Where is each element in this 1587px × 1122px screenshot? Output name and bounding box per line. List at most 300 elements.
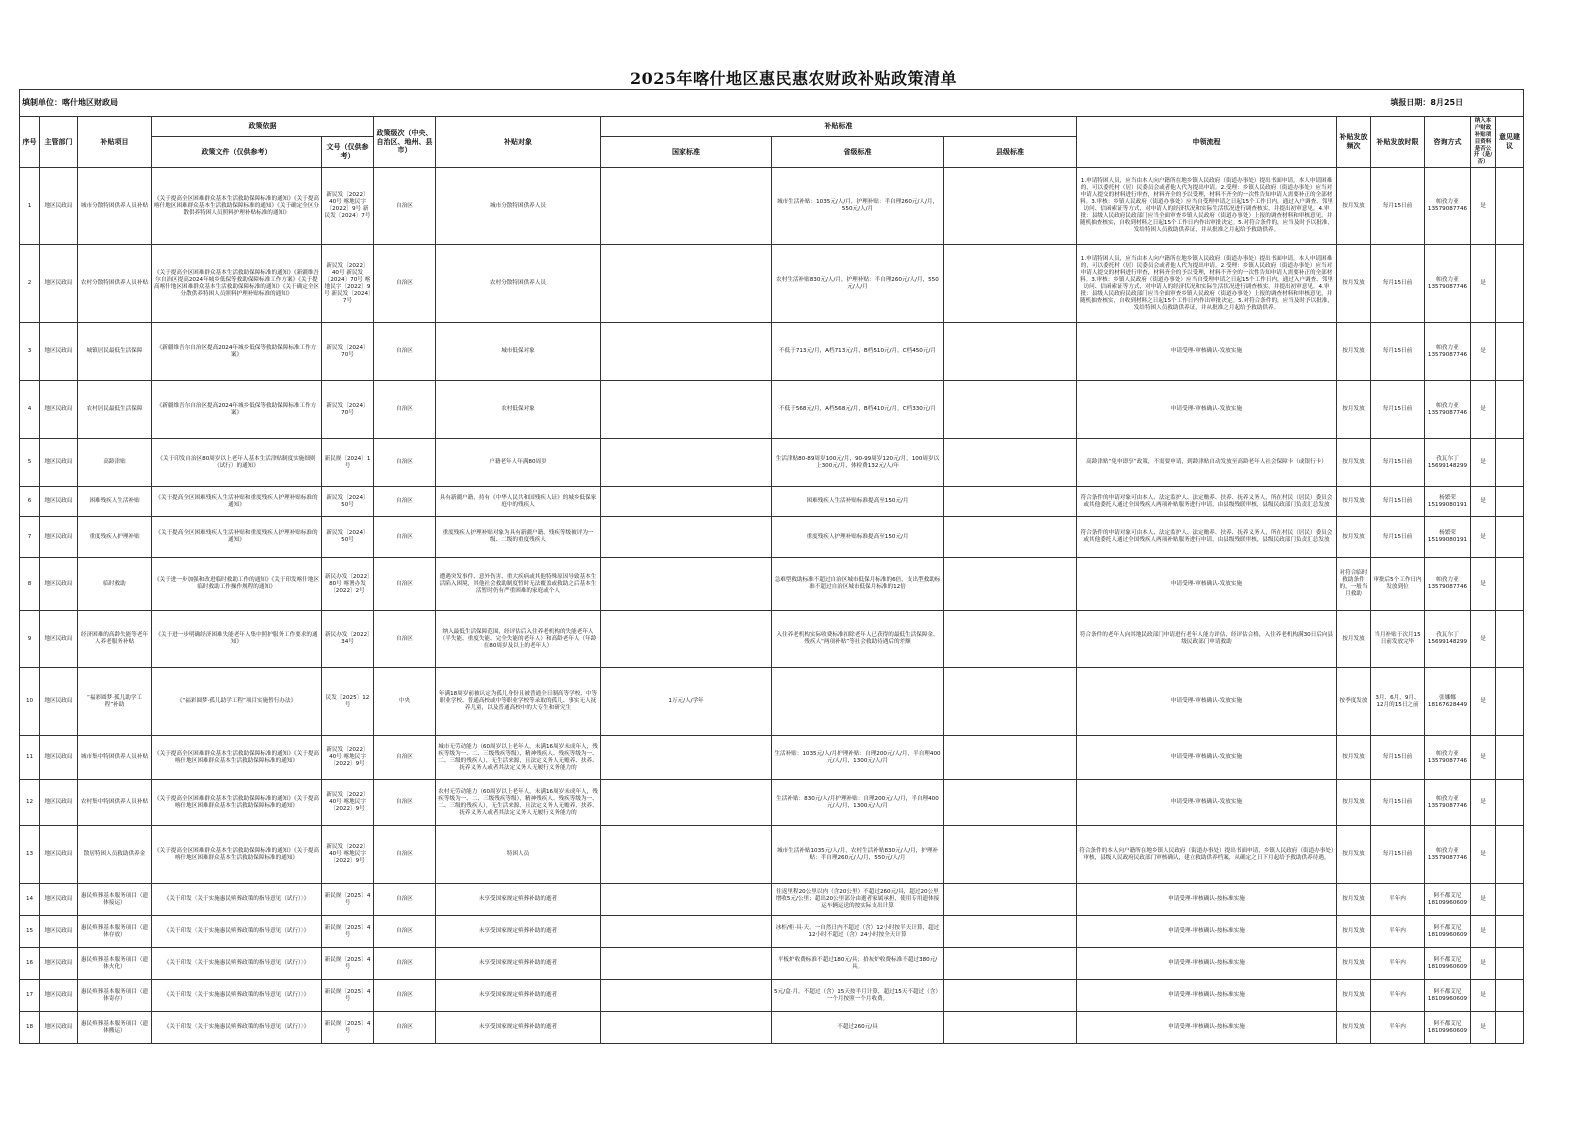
cell-frequency: 按季度发放 <box>1337 668 1371 736</box>
table-row <box>20 736 1524 780</box>
cell-level: 自治区 <box>374 245 436 323</box>
cell-dept: 地区民政局 <box>40 381 78 439</box>
cell-item: 城市集中特困供养人员补贴 <box>78 736 152 780</box>
cell-level: 自治区 <box>374 439 436 487</box>
cell-process: 申请受理-审核确认-发放实施 <box>1077 736 1337 780</box>
cell-time: 半年内 <box>1371 916 1425 948</box>
date-label: 填报日期：8月25日 <box>772 90 1524 117</box>
cell-public: 是 <box>1471 668 1496 736</box>
table-row <box>20 1012 1524 1044</box>
cell-policy-doc: 《关于进一步加强和改进临时救助工作的通知》《关于印发喀什地区临时救助工作操作规程的通知》 <box>152 558 322 611</box>
cell-target: 未享受国家规定殡葬补助的逝者 <box>436 1012 601 1044</box>
cell-time: 每月15日前 <box>1371 381 1425 439</box>
cell-dept: 地区民政局 <box>40 916 78 948</box>
cell-time: 每月15日前 <box>1371 826 1425 884</box>
cell-target: 未享受国家规定殡葬补助的逝者 <box>436 948 601 980</box>
cell-policy-doc: 《关于提高全区困难群众基本生活救助保障标准的通知》《新疆维吾尔自治区提高2024年城乡低保等救助保障标准工作方案》《关于提高喀什地区困难群众基本生活救助保障标准的通知》《关于确定全区分散供养特困人员照料护理补贴标准的通知》 <box>152 245 322 323</box>
cell-contact: 帕孜力亚 13579087746 <box>1425 381 1471 439</box>
table-row <box>20 323 1524 381</box>
cell-target: 未享受国家规定殡葬补助的逝者 <box>436 916 601 948</box>
cell-dept: 地区民政局 <box>40 1012 78 1044</box>
cell-process: 符合条件的申请对象可由本人、法定监护人、法定赡养、扶养、抚养义务人，所在村民（居民）委员会或其他委托人通过全国残疾人两项补贴服务进行申请，由县级残联审核，县级民政部门负责汇总发放 <box>1077 487 1337 517</box>
table-row <box>20 916 1524 948</box>
cell-public: 是 <box>1471 780 1496 826</box>
cell-policy-no: 新民发〔2024〕50号 <box>322 517 374 558</box>
cell-national <box>601 439 772 487</box>
cell-process: 高龄津贴“免申即享”政策，不需要申请，到龄津贴自动发放至高龄老年人社会保障卡（或银行卡） <box>1077 439 1337 487</box>
cell-frequency: 按月发放 <box>1337 381 1371 439</box>
cell-policy-doc: 《关于印发自治区80周岁以上老年人基本生活津贴制度实施细则（试行）的通知》 <box>152 439 322 487</box>
cell-opinion <box>1496 780 1524 826</box>
cell-policy-no: 新民规〔2025〕4号 <box>322 948 374 980</box>
cell-policy-doc: 《关于印发〈关于实施惠民殡葬政策的指导意见（试行）〉》 <box>152 916 322 948</box>
unit-label: 填制单位：喀什地区财政局 <box>20 90 772 117</box>
cell-contact: 阿不都艾尼 18109960609 <box>1425 948 1471 980</box>
cell-time: 半年内 <box>1371 980 1425 1012</box>
cell-opinion <box>1496 948 1524 980</box>
cell-dept: 地区民政局 <box>40 439 78 487</box>
cell-county <box>944 381 1077 439</box>
cell-item: 临时救助 <box>78 558 152 611</box>
table-row <box>20 439 1524 487</box>
cell-policy-no: 新民办发〔2022〕80号 喀署办发〔2022〕2号 <box>322 558 374 611</box>
cell-time: 每月15日前 <box>1371 780 1425 826</box>
cell-level: 自治区 <box>374 948 436 980</box>
header-provincial: 省级标准 <box>772 136 944 167</box>
cell-frequency: 按月发放 <box>1337 517 1371 558</box>
meta-row <box>20 90 1524 117</box>
cell-dept: 地区民政局 <box>40 245 78 323</box>
table-row <box>20 980 1524 1012</box>
cell-policy-doc: 《新疆维吾尔自治区提高2024年城乡低保等救助保障标准工作方案》 <box>152 381 322 439</box>
cell-time: 每月15日前 <box>1371 245 1425 323</box>
table-row <box>20 780 1524 826</box>
cell-frequency: 按月发放 <box>1337 780 1371 826</box>
table-row <box>20 487 1524 517</box>
cell-public: 是 <box>1471 884 1496 916</box>
cell-policy-doc: 《关于提高全区困难群众基本生活救助保障标准的通知》《关于提高喀什地区困难群众基本生活救助保障标准的通知》 <box>152 826 322 884</box>
cell-provincial: 往返里程20公里以内（含20公里）不超过260元/具，超过20公里增收5元/公里；超出20公里部分由逝者家属承担，使用专用遗体接运车辆运送的按实际支出计算 <box>772 884 944 916</box>
table-row <box>20 381 1524 439</box>
cell-process: 符合条件的申请对象可由本人、法定监护人、法定赡养、扶养、抚养义务人，所在村民（居民）委员会或其他委托人通过全国残疾人两项补贴服务进行申请，由县级残联审核，县级民政部门负责汇总发放 <box>1077 517 1337 558</box>
cell-county <box>944 780 1077 826</box>
cell-frequency: 按月发放 <box>1337 884 1371 916</box>
cell-public: 是 <box>1471 245 1496 323</box>
cell-contact: 孜瓦尔丁 15699148299 <box>1425 611 1471 668</box>
cell-policy-no: 新民办发〔2022〕34号 <box>322 611 374 668</box>
table-row <box>20 168 1524 245</box>
cell-target: 遭遇突发事件、意外伤害、重大疾病或其他特殊原因导致基本生活陷入困境，其他社会救助制度暂时无法覆盖或救助之后基本生活暂时仍有严重困难的家庭或个人 <box>436 558 601 611</box>
cell-national <box>601 323 772 381</box>
cell-target: 户籍老年人年满80周岁 <box>436 439 601 487</box>
header-time: 补贴发放时限 <box>1371 117 1425 168</box>
cell-county <box>944 611 1077 668</box>
cell-contact: 张娜娜 18167628449 <box>1425 668 1471 736</box>
cell-policy-doc: 《关于印发〈关于实施惠民殡葬政策的指导意见（试行）〉》 <box>152 884 322 916</box>
cell-process: 1.申请特困人员，应当由本人向户籍所在地乡镇人民政府（街道办事处）提出书面申请。本人申请困难的，可以委托村（居）民委员会或者他人代为提出申请。2.受理：乡镇人民政府（街道办事处）应当对申请人提交的材料进行审查，材料齐全的予以受理，材料不齐全的一次性告知申请人需要补正的全部材料。3.审核：乡镇人民政府（街道办事处）应当自受理申请之日起15个工作日内，通过入户调查、邻里访问、信函索证等方式，对申请人的经济状况和实际生活状况进行调查核实，并提出初审意见。4.审批：县级人民政府民政部门应当全面审查乡镇人民政府（街道办事处）上报的调查材料和审核意见，并随机抽查核实，自收到材料之日起15个工作日内作出审批决定。5.对符合条件的，应当及时予以批准，发给特困人员救助供养证，并从批准之月起给予救助供养。 <box>1077 168 1337 245</box>
cell-national <box>601 948 772 980</box>
cell-target: 纳入最低生活保障范围，经评估后入住养老机构的失能老年人（半失能、重度失能、完全失能的老年人）和高龄老年人（年龄在80周岁及以上的老年人） <box>436 611 601 668</box>
cell-seq: 18 <box>20 1012 40 1044</box>
cell-time: 每月15日前 <box>1371 323 1425 381</box>
cell-public: 是 <box>1471 826 1496 884</box>
header-level: 政策级次（中央、自治区、地州、县市） <box>374 117 436 168</box>
cell-contact: 杨繁荣 15199080191 <box>1425 517 1471 558</box>
cell-county <box>944 668 1077 736</box>
cell-target: 城市无劳动能力（60周岁以上老年人，未满16周岁未成年人，残疾等级为一、二、三级残疾等级），精神残疾人、残疾等级为一、二、三级的残疾人），无生活来源，且法定义务人无赡养、扶养、抚养义务人或者其法定义务人无履行义务能力的 <box>436 736 601 780</box>
table-row <box>20 245 1524 323</box>
cell-opinion <box>1496 884 1524 916</box>
page-title: 2025年喀什地区惠民惠农财政补贴政策清单 <box>629 69 958 88</box>
cell-public: 是 <box>1471 439 1496 487</box>
cell-target: 年满18周岁前被认定为孤儿身份且被普通全日制高等学校、中等职业学校、普通高校或中等职业学校等录取的孤儿、事实无人抚养儿童，以及普通高校中的大专生和研究生 <box>436 668 601 736</box>
cell-seq: 15 <box>20 916 40 948</box>
cell-policy-doc: 《关于提高全区困难群众基本生活救助保障标准的通知》《关于提高喀什地区困难群众基本生活救助保障标准的通知》 <box>152 736 322 780</box>
cell-time: 半年内 <box>1371 948 1425 980</box>
cell-national <box>601 611 772 668</box>
cell-seq: 12 <box>20 780 40 826</box>
cell-item: 惠民殡葬基本服务项目（遗体存放） <box>78 916 152 948</box>
cell-dept: 地区民政局 <box>40 168 78 245</box>
cell-dept: 地区民政局 <box>40 323 78 381</box>
cell-provincial: 城市生活补贴1035元/人/月，农村生活补贴830元/人/月，护理补贴：半自理260元/人/月，550元/人/月 <box>772 826 944 884</box>
cell-policy-doc: 《关于印发〈关于实施惠民殡葬政策的指导意见（试行）〉》 <box>152 1012 322 1044</box>
cell-national <box>601 558 772 611</box>
cell-national <box>601 168 772 245</box>
cell-public: 是 <box>1471 611 1496 668</box>
cell-dept: 地区民政局 <box>40 780 78 826</box>
cell-opinion <box>1496 736 1524 780</box>
cell-opinion <box>1496 517 1524 558</box>
cell-level: 自治区 <box>374 381 436 439</box>
cell-opinion <box>1496 558 1524 611</box>
table-row <box>20 884 1524 916</box>
cell-seq: 11 <box>20 736 40 780</box>
cell-policy-no: 新民发〔2022〕40号 喀地民字〔2022〕9号 <box>322 826 374 884</box>
header-national: 国家标准 <box>601 136 772 167</box>
cell-contact: 杨繁荣 15199080191 <box>1425 487 1471 517</box>
cell-policy-doc: 《关于印发〈关于实施惠民殡葬政策的指导意见（试行）〉》 <box>152 948 322 980</box>
cell-seq: 9 <box>20 611 40 668</box>
cell-provincial: 不低于713元/月，A档713元/月，B档510元/月，C档450元/月 <box>772 323 944 381</box>
cell-dept: 地区民政局 <box>40 826 78 884</box>
header-opinion: 意见建议 <box>1496 117 1524 168</box>
cell-opinion <box>1496 1012 1524 1044</box>
cell-contact: 帕孜力亚 13579087746 <box>1425 826 1471 884</box>
cell-policy-doc: 《新疆维吾尔自治区提高2024年城乡低保等救助保障标准工作方案》 <box>152 323 322 381</box>
cell-seq: 5 <box>20 439 40 487</box>
cell-contact: 帕孜力亚 13579087746 <box>1425 323 1471 381</box>
cell-frequency: 按月发放 <box>1337 323 1371 381</box>
cell-seq: 17 <box>20 980 40 1012</box>
cell-provincial: 农村生活补贴830元/人/月，护理补贴：半自理260元/人/月，550元/人/月 <box>772 245 944 323</box>
header-basis: 政策依据 <box>152 117 374 137</box>
cell-item: 惠民殡葬基本服务项目（遗体寄存） <box>78 980 152 1012</box>
cell-policy-doc: 《关于提高全区困难群众基本生活救助保障标准的通知》《关于提高喀什地区困难群众基本生活救助保障标准的通知》 <box>152 780 322 826</box>
cell-provincial: 不低于568元/月，A档568元/月，B档410元/月，C档330元/月 <box>772 381 944 439</box>
cell-time: 每月15日前 <box>1371 736 1425 780</box>
cell-frequency: 按月发放 <box>1337 916 1371 948</box>
cell-public: 是 <box>1471 381 1496 439</box>
cell-contact: 帕孜力亚 13579087746 <box>1425 558 1471 611</box>
cell-target: 具有新疆户籍，持有《中华人民共和国残疾人证》的城乡低保家庭中的残疾人 <box>436 487 601 517</box>
table-row <box>20 517 1524 558</box>
cell-national <box>601 487 772 517</box>
cell-process: 申请受理-审核确认-发放实施 <box>1077 558 1337 611</box>
cell-county <box>944 980 1077 1012</box>
cell-national <box>601 916 772 948</box>
cell-time: 每月15日前 <box>1371 439 1425 487</box>
cell-county <box>944 916 1077 948</box>
cell-process: 申请受理-审核确认-按标准实施 <box>1077 980 1337 1012</box>
cell-dept: 地区民政局 <box>40 884 78 916</box>
cell-national <box>601 381 772 439</box>
cell-target: 未享受国家规定殡葬补助的逝者 <box>436 884 601 916</box>
cell-provincial: 入住养老机构实际收费标准扣除老年人已获得的最低生活保障金、残疾人“两项补贴”等社会救助待遇后的差额 <box>772 611 944 668</box>
cell-process: 申请受理-审核确认-按标准实施 <box>1077 948 1337 980</box>
header-target: 补贴对象 <box>436 117 601 168</box>
cell-frequency: 按月发放 <box>1337 611 1371 668</box>
cell-process: 申请受理-审核确认-发放实施 <box>1077 323 1337 381</box>
cell-dept: 地区民政局 <box>40 487 78 517</box>
cell-policy-no: 新民发〔2022〕40号 喀地民字〔2022〕9号 <box>322 736 374 780</box>
cell-seq: 10 <box>20 668 40 736</box>
cell-time: 每月15日前 <box>1371 168 1425 245</box>
cell-opinion <box>1496 245 1524 323</box>
cell-provincial: 平板炉收费标准不超过180元/具；拾灰炉收费标准不超过380元/具。 <box>772 948 944 980</box>
cell-frequency: 按月发放 <box>1337 245 1371 323</box>
cell-opinion <box>1496 168 1524 245</box>
cell-county <box>944 1012 1077 1044</box>
cell-time: 每月15日前 <box>1371 487 1425 517</box>
cell-level: 自治区 <box>374 884 436 916</box>
cell-seq: 7 <box>20 517 40 558</box>
cell-provincial: 生活补贴：830元/人/月护理补贴：自理200元/人/月，半自理400元/人/月，1300元/人/月 <box>772 780 944 826</box>
cell-provincial: 不超过260元/具 <box>772 1012 944 1044</box>
cell-level: 自治区 <box>374 323 436 381</box>
header-standard: 补贴标准 <box>601 117 1077 137</box>
cell-process: 1.申请特困人员，应当由本人向户籍所在地乡镇人民政府（街道办事处）提出书面申请。本人申请困难的，可以委托村（居）民委员会或者他人代为提出申请。2.受理：乡镇人民政府（街道办事处）应当对申请人提交的材料进行审查，材料齐全的予以受理，材料不齐全的一次性告知申请人需要补正的全部材料。3.审核：乡镇人民政府（街道办事处）应当自受理申请之日起15个工作日内，通过入户调查、邻里访问、信函索证等方式，对申请人的经济状况和实际生活状况进行调查核实，并提出初审意见。4.审批：县级人民政府民政部门应当全面审查乡镇人民政府（街道办事处）上报的调查材料和审核意见，并随机抽查核实，自收到材料之日起15个工作日内作出审批决定。5.对符合条件的，应当及时予以批准，发给特困人员救助供养证，并从批准之月起给予救助供养。 <box>1077 245 1337 323</box>
cell-contact: 孜瓦尔丁 15699148299 <box>1425 439 1471 487</box>
cell-public: 是 <box>1471 323 1496 381</box>
cell-item: 农村居民最低生活保障 <box>78 381 152 439</box>
cell-opinion <box>1496 381 1524 439</box>
cell-time: 当月补贴于次月15日前发放完毕 <box>1371 611 1425 668</box>
cell-dept: 地区民政局 <box>40 517 78 558</box>
cell-policy-doc: 《关于提高全区困难群众基本生活救助保障标准的通知》《关于提高喀什地区困难群众基本生活救助保障标准的通知》《关于确定全区分散供养特困人员照料护理补贴标准的通知》 <box>152 168 322 245</box>
cell-target: 重度残疾人护理补贴对象为具有新疆户籍、残疾等级被评为一级、二级的重度残疾人 <box>436 517 601 558</box>
cell-target: 特困人员 <box>436 826 601 884</box>
cell-provincial: 重度残疾人护理补贴标准提高至150元/月 <box>772 517 944 558</box>
cell-contact: 帕孜力亚 13579087746 <box>1425 245 1471 323</box>
cell-dept: 地区民政局 <box>40 980 78 1012</box>
table-row <box>20 668 1524 736</box>
header-seq: 序号 <box>20 117 40 168</box>
cell-contact: 阿不都艾尼 18109960609 <box>1425 1012 1471 1044</box>
cell-opinion <box>1496 487 1524 517</box>
cell-seq: 8 <box>20 558 40 611</box>
cell-contact: 帕孜力亚 13579087746 <box>1425 780 1471 826</box>
cell-public: 是 <box>1471 980 1496 1012</box>
table-row <box>20 948 1524 980</box>
cell-item: 惠民殡葬基本服务项目（遗体接运） <box>78 884 152 916</box>
cell-provincial: 城市生活补贴：1035元/人/月，护理补贴：半自理260元/人/月，550元/人/月 <box>772 168 944 245</box>
header-basis-doc: 政策文件（仅供参考） <box>152 136 322 167</box>
cell-frequency: 按月发放 <box>1337 980 1371 1012</box>
cell-policy-no: 新民规〔2025〕4号 <box>322 916 374 948</box>
cell-dept: 地区民政局 <box>40 736 78 780</box>
cell-seq: 2 <box>20 245 40 323</box>
cell-policy-no: 新民发〔2022〕40号 新民发〔2024〕70号 喀地民字〔2022〕9号 新民发〔2024〕7号 <box>322 245 374 323</box>
cell-policy-no: 新民发〔2024〕50号 <box>322 487 374 517</box>
cell-process: 申请受理-审核确认-按标准实施 <box>1077 884 1337 916</box>
cell-policy-no: 新民发〔2022〕40号 喀地民字〔2022〕9号 <box>322 780 374 826</box>
cell-process: 申请受理-审核确认-按标准实施 <box>1077 1012 1337 1044</box>
cell-item: 惠民殡葬基本服务项目（遗体搬运） <box>78 1012 152 1044</box>
cell-frequency: 按月发放 <box>1337 1012 1371 1044</box>
cell-target: 农村低保对象 <box>436 381 601 439</box>
cell-level: 自治区 <box>374 611 436 668</box>
cell-provincial <box>772 668 944 736</box>
cell-contact: 阿不都艾尼 18109960609 <box>1425 884 1471 916</box>
cell-time: 半年内 <box>1371 884 1425 916</box>
cell-process: 符合条件的老年人向其地民政部门申请进行老年人能力评估，经评估合格，入住养老机构满30日后向县级民政部门申请救助 <box>1077 611 1337 668</box>
cell-national <box>601 245 772 323</box>
cell-policy-no: 新民发〔2022〕40号 喀地民字〔2022〕9号 新民发〔2024〕7号 <box>322 168 374 245</box>
cell-level: 中央 <box>374 668 436 736</box>
cell-policy-doc: 《关于提高全区困难残疾人生活补贴和重度残疾人护理补贴标准的通知》 <box>152 517 322 558</box>
cell-target: 城市分散特困供养人员 <box>436 168 601 245</box>
cell-policy-no: 新民规〔2025〕4号 <box>322 884 374 916</box>
header-public: 纳入本户财政补贴项目资料是否公开（是/否） <box>1471 117 1496 168</box>
cell-item: 农村集中特困供养人员补贴 <box>78 780 152 826</box>
cell-policy-doc: 《关于进一步明确经济困难失能老年人集中照护服务工作要求的通知》 <box>152 611 322 668</box>
cell-process: 申请受理-审核确认-发放实施 <box>1077 381 1337 439</box>
cell-dept: 地区民政局 <box>40 611 78 668</box>
cell-time: 半年内 <box>1371 1012 1425 1044</box>
cell-national <box>601 1012 772 1044</box>
cell-policy-doc: 《关于印发〈关于实施惠民殡葬政策的指导意见（试行）〉》 <box>152 980 322 1012</box>
cell-level: 自治区 <box>374 1012 436 1044</box>
cell-seq: 6 <box>20 487 40 517</box>
cell-time: 审批后5个工作日内发放到位 <box>1371 558 1425 611</box>
cell-contact: 帕孜力亚 13579087746 <box>1425 168 1471 245</box>
cell-contact: 阿不都艾尼 18109960609 <box>1425 980 1471 1012</box>
cell-provincial: 困难残疾人生活补贴标准提高至150元/月 <box>772 487 944 517</box>
cell-national <box>601 780 772 826</box>
cell-frequency: 按月发放 <box>1337 168 1371 245</box>
cell-seq: 14 <box>20 884 40 916</box>
cell-policy-no: 新民规〔2024〕1号 <box>322 439 374 487</box>
cell-public: 是 <box>1471 487 1496 517</box>
cell-frequency: 按月发放 <box>1337 826 1371 884</box>
cell-target: 城市低保对象 <box>436 323 601 381</box>
cell-item: 高龄津贴 <box>78 439 152 487</box>
cell-public: 是 <box>1471 1012 1496 1044</box>
cell-county <box>944 736 1077 780</box>
policy-table-body <box>20 168 1524 1044</box>
cell-policy-no: 新民发〔2024〕70号 <box>322 381 374 439</box>
cell-county <box>944 948 1077 980</box>
table-row <box>20 611 1524 668</box>
cell-level: 自治区 <box>374 558 436 611</box>
cell-level: 自治区 <box>374 780 436 826</box>
cell-seq: 4 <box>20 381 40 439</box>
table-row <box>20 558 1524 611</box>
cell-opinion <box>1496 980 1524 1012</box>
cell-national: 1万元/人/学年 <box>601 668 772 736</box>
header-basis-no: 文号（仅供参考） <box>322 136 374 167</box>
cell-process: 申请受理-审核确认-发放实施 <box>1077 668 1337 736</box>
cell-policy-no: 新民规〔2025〕4号 <box>322 1012 374 1044</box>
cell-process: 申请受理-审核确认-按标准实施 <box>1077 916 1337 948</box>
cell-opinion <box>1496 826 1524 884</box>
cell-provincial: 急难型救助标准不超过自治区城市低保月标准的6倍，支出型救助标准不超过自治区城市低保月标准的12倍 <box>772 558 944 611</box>
cell-provincial: 冰柜/柜·具·天，一自然日内不超过（含）12小时按半天计算，超过12小时不超过（含）24小时按全天计算 <box>772 916 944 948</box>
cell-time: 3月、6月、9月、12月的15日之前 <box>1371 668 1425 736</box>
cell-process: 申请受理-审核确认-发放实施 <box>1077 780 1337 826</box>
cell-process: 符合条件的本人向户籍所在地乡镇人民政府（街道办事处）提出书面申请，乡镇人民政府（街道办事处）审核，县级人民政府民政部门审核确认，建立救助供养档案，从确定之日下月起给予救助供养待遇。 <box>1077 826 1337 884</box>
cell-time: 每月15日前 <box>1371 517 1425 558</box>
cell-national <box>601 826 772 884</box>
cell-item: 城市分散特困供养人员补贴 <box>78 168 152 245</box>
cell-opinion <box>1496 611 1524 668</box>
cell-opinion <box>1496 323 1524 381</box>
cell-policy-doc: 《关于提高全区困难残疾人生活补贴和重度残疾人护理补贴标准的通知》 <box>152 487 322 517</box>
header-dept: 主管部门 <box>40 117 78 168</box>
cell-county <box>944 884 1077 916</box>
cell-level: 自治区 <box>374 826 436 884</box>
cell-opinion <box>1496 668 1524 736</box>
cell-level: 自治区 <box>374 736 436 780</box>
cell-dept: 地区民政局 <box>40 948 78 980</box>
cell-county <box>944 558 1077 611</box>
cell-county <box>944 245 1077 323</box>
cell-opinion <box>1496 439 1524 487</box>
header-contact: 咨询方式 <box>1425 117 1471 168</box>
cell-frequency: 按月发放 <box>1337 948 1371 980</box>
cell-item: 城镇居民最低生活保障 <box>78 323 152 381</box>
cell-public: 是 <box>1471 948 1496 980</box>
header-county: 县级标准 <box>944 136 1077 167</box>
table-row <box>20 826 1524 884</box>
cell-provincial: 5元/盒·月，不超过（含）15天按半月计算，超过15天不超过（含）一个月按照一个月收费。 <box>772 980 944 1012</box>
cell-frequency: 按月发放 <box>1337 487 1371 517</box>
cell-provincial: 生活津贴80-89周岁100元/月，90-99周岁120元/月，100周岁以上300元/月，体检费132元/人/年 <box>772 439 944 487</box>
cell-item: 散居特困人员救助供养金 <box>78 826 152 884</box>
cell-public: 是 <box>1471 736 1496 780</box>
cell-county <box>944 517 1077 558</box>
cell-county <box>944 439 1077 487</box>
cell-target: 农村无劳动能力（60周岁以上老年人，未满16周岁未成年人，残疾等级为一、二、三级残疾等级），精神残疾人、残疾等级为一、二、三级的残疾人），无生活来源，且法定义务人无赡养、扶养、抚养义务人或者其法定义务人无履行义务能力的 <box>436 780 601 826</box>
header-process: 申领流程 <box>1077 117 1337 168</box>
cell-policy-doc: 《“福彩圆梦·孤儿助学工程”项目实施暂行办法》 <box>152 668 322 736</box>
cell-frequency: 对符合临时救助条件的，一般当月救助 <box>1337 558 1371 611</box>
cell-policy-no: 民发〔2025〕12号 <box>322 668 374 736</box>
cell-frequency: 按月发放 <box>1337 439 1371 487</box>
cell-county <box>944 323 1077 381</box>
cell-public: 是 <box>1471 168 1496 245</box>
cell-level: 自治区 <box>374 487 436 517</box>
cell-target: 农村分散特困供养人员 <box>436 245 601 323</box>
cell-level: 自治区 <box>374 916 436 948</box>
cell-policy-no: 新民发〔2024〕70号 <box>322 323 374 381</box>
cell-level: 自治区 <box>374 980 436 1012</box>
cell-target: 未享受国家规定殡葬补助的逝者 <box>436 980 601 1012</box>
cell-level: 自治区 <box>374 517 436 558</box>
header-item: 补贴项目 <box>78 117 152 168</box>
cell-seq: 13 <box>20 826 40 884</box>
